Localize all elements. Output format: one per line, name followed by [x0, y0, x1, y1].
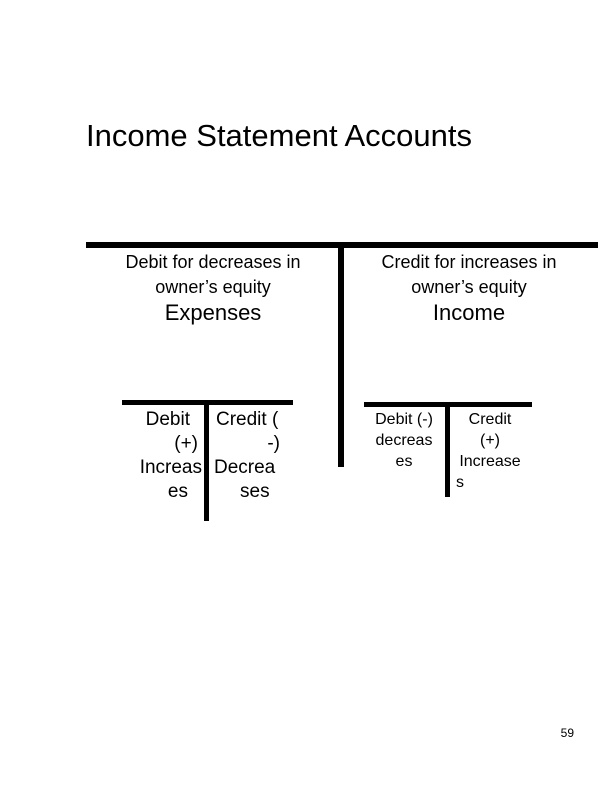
income-credit-line-1: Credit: [468, 411, 512, 428]
expenses-credit-side: [212, 408, 292, 504]
slide-title: Income Statement Accounts: [86, 118, 472, 153]
expenses-debit-line-3: Increas: [139, 457, 202, 478]
left-header-line-1: Debit for decreases in: [125, 252, 301, 272]
right-header-line-1: Credit for increases in: [381, 252, 557, 272]
income-debit-line-2: decreas: [375, 432, 433, 449]
main-t-vertical-bar: [338, 242, 344, 467]
expenses-debit-line-4: es: [167, 481, 188, 502]
left-header: [100, 250, 326, 300]
income-credit-line-4: s: [456, 474, 464, 491]
right-header: [356, 250, 582, 300]
income-credit-line-3: Increase: [459, 453, 521, 470]
income-label: Income: [432, 300, 506, 325]
expenses-debit-line-1: Debit: [145, 409, 190, 430]
expenses-label: Expenses: [164, 300, 262, 325]
right-header-line-2: owner’s equity: [411, 277, 527, 297]
expenses-credit-line-1: Credit (: [216, 409, 279, 430]
income-debit-side: [364, 409, 444, 472]
income-credit-side: [450, 409, 530, 493]
page-number: 59: [560, 726, 574, 740]
expenses-credit-line-3: Decrea: [214, 457, 276, 478]
expenses-t-vertical-bar: [204, 400, 209, 521]
income-debit-line-1: Debit (-): [375, 411, 433, 428]
income-debit-line-3: es: [395, 453, 413, 470]
expenses-credit-line-4: ses: [240, 481, 270, 502]
expenses-debit-side: [118, 408, 202, 504]
income-credit-line-2: (+): [480, 432, 500, 449]
expenses-credit-line-2: -): [267, 433, 280, 454]
expenses-debit-line-2: (+): [174, 433, 198, 454]
left-header-line-2: owner’s equity: [155, 277, 271, 297]
